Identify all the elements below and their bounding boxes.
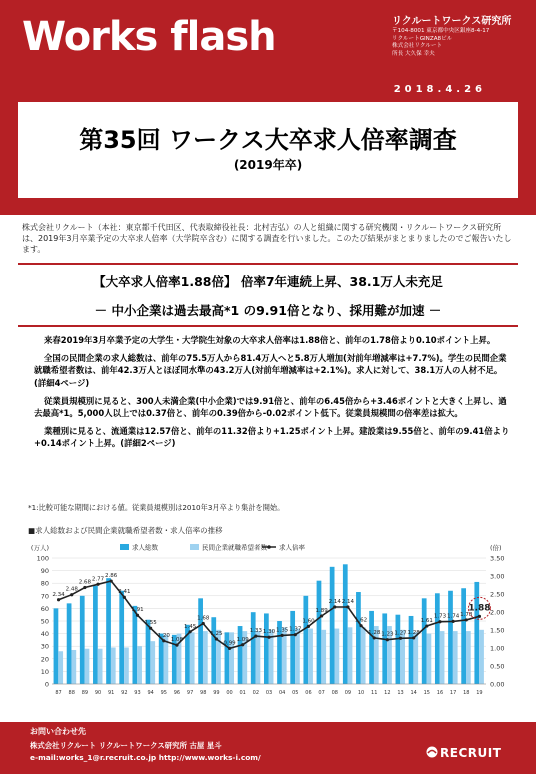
left-tick-label: 40 <box>40 630 49 639</box>
right-tick-label: 2.50 <box>490 590 505 599</box>
ratio-point <box>123 596 126 599</box>
ratio-data-label: 2.14 <box>328 598 341 605</box>
bar-jobs <box>238 626 243 684</box>
ratio-point <box>57 598 60 601</box>
ratio-data-label: 2.86 <box>105 573 118 580</box>
bar-seekers <box>321 630 326 684</box>
x-tick-label: 15 <box>423 690 431 696</box>
right-tick-label: 0.00 <box>490 680 505 689</box>
ratio-data-label: 1.20 <box>157 632 170 639</box>
x-tick-label: 99 <box>213 690 220 696</box>
bar-jobs <box>80 596 85 684</box>
x-tick-label: 07 <box>318 690 325 696</box>
legend-label: 求人総数 <box>132 543 158 552</box>
x-tick-label: 89 <box>81 690 89 696</box>
ratio-point <box>359 624 362 627</box>
bar-seekers <box>308 629 313 684</box>
ratio-data-label: 1.62 <box>354 617 368 624</box>
bar-seekers <box>348 627 353 684</box>
left-axis-label: (万人) <box>30 544 49 552</box>
works-flash-logo: Works flash <box>22 14 276 60</box>
right-tick-label: 0.50 <box>490 662 505 671</box>
ratio-point <box>281 634 284 637</box>
ratio-data-label: 1.89 <box>315 607 328 614</box>
bar-seekers <box>427 634 432 684</box>
bar-jobs <box>290 611 295 684</box>
ratio-data-label: 1.60 <box>302 618 315 625</box>
bar-jobs <box>448 591 453 684</box>
bar-jobs <box>132 606 137 684</box>
ratio-point <box>175 644 178 647</box>
ratio-data-label: 2.48 <box>65 586 78 593</box>
ratio-point <box>241 643 244 646</box>
left-tick-label: 10 <box>40 667 49 676</box>
ratio-point <box>386 638 389 641</box>
ratio-point <box>465 618 468 621</box>
x-tick-label: 97 <box>186 690 194 696</box>
bar-seekers <box>98 649 103 684</box>
x-tick-label: 04 <box>278 690 286 696</box>
legend-swatch <box>120 544 129 550</box>
ratio-data-label: 1.30 <box>262 629 276 636</box>
ratio-data-label: 1.09 <box>236 636 249 643</box>
bar-jobs <box>396 615 401 684</box>
x-tick-label: 91 <box>107 690 115 696</box>
left-tick-label: 100 <box>36 554 49 563</box>
ratio-data-label: 1.37 <box>289 626 302 633</box>
right-tick-label: 3.00 <box>490 572 505 581</box>
x-tick-label: 87 <box>55 690 62 696</box>
ratio-data-label: 1.28 <box>407 629 420 636</box>
bar-seekers <box>150 641 155 684</box>
left-tick-label: 0 <box>44 680 49 689</box>
ratio-point <box>425 624 428 627</box>
ratio-trend-chart <box>30 538 520 716</box>
ratio-data-label: 1.73 <box>433 613 447 620</box>
bar-seekers <box>453 631 458 684</box>
x-tick-label: 90 <box>94 690 102 696</box>
ratio-data-label: 1.74 <box>446 613 460 620</box>
ratio-point <box>399 637 402 640</box>
ratio-data-label: 1.28 <box>368 629 381 636</box>
right-tick-label: 1.50 <box>490 626 505 635</box>
bar-jobs <box>461 588 466 684</box>
ratio-point <box>136 614 139 617</box>
headline-main: 【大卒求人倍率1.88倍】 倍率7年連続上昇、38.1万人未充足 <box>93 274 443 289</box>
title-panel <box>18 102 518 198</box>
left-tick-label: 50 <box>40 617 49 626</box>
ratio-data-label: 2.68 <box>78 579 92 586</box>
page-subtitle: (2019年卒) <box>233 158 303 172</box>
bar-jobs <box>54 608 59 684</box>
page-title: 第35回 ワークス大卒求人倍率調査 <box>79 126 457 154</box>
bar-seekers <box>58 651 63 684</box>
ratio-point <box>162 639 165 642</box>
x-tick-label: 16 <box>436 690 444 696</box>
x-tick-label: 19 <box>476 690 483 696</box>
ratio-point <box>452 620 455 623</box>
ratio-data-label: 2.41 <box>118 589 131 596</box>
bar-seekers <box>203 631 208 684</box>
bar-jobs <box>356 592 361 684</box>
ratio-point <box>149 627 152 630</box>
ratio-data-label: 1.08 <box>170 637 184 644</box>
left-tick-label: 30 <box>40 642 49 651</box>
ratio-data-label: 1.91 <box>131 607 144 614</box>
ratio-point <box>320 614 323 617</box>
ratio-data-label: 1.45 <box>183 623 197 630</box>
x-tick-label: 00 <box>226 690 233 696</box>
ratio-point <box>373 636 376 639</box>
ratio-point <box>202 622 205 625</box>
ratio-point <box>438 620 441 623</box>
x-tick-label: 14 <box>410 690 417 696</box>
right-tick-label: 2.00 <box>490 608 505 617</box>
left-tick-label: 60 <box>40 604 49 613</box>
contact-heading: お問い合わせ先 <box>30 727 86 736</box>
legend-swatch <box>190 544 199 550</box>
x-tick-label: 05 <box>292 690 299 696</box>
recruit-logo-icon <box>426 746 438 758</box>
bar-seekers <box>71 650 76 684</box>
ratio-point <box>294 633 297 636</box>
ratio-data-label: 0.99 <box>223 640 236 647</box>
x-tick-label: 17 <box>449 690 457 696</box>
legend-marker <box>267 545 271 549</box>
bar-jobs <box>119 591 124 684</box>
bar-jobs <box>251 612 256 684</box>
x-tick-label: 09 <box>344 690 352 696</box>
ratio-point <box>228 647 231 650</box>
x-tick-label: 10 <box>357 690 365 696</box>
ratio-point <box>412 636 415 639</box>
ratio-point <box>188 630 191 633</box>
bar-jobs <box>369 611 374 684</box>
ratio-data-label: 1.68 <box>197 615 210 622</box>
ratio-data-label: 2.14 <box>341 598 355 605</box>
headline-sub: － 中小企業は過去最高*1 の9.91倍となり、採用難が加速 － <box>94 303 442 318</box>
x-tick-label: 02 <box>252 690 260 696</box>
ratio-point <box>333 605 336 608</box>
ratio-point <box>478 615 481 618</box>
x-tick-label: 95 <box>160 690 167 696</box>
left-tick-label: 20 <box>40 655 49 664</box>
ratio-data-label: 1.27 <box>394 630 407 637</box>
ratio-data-label: 1.35 <box>276 627 289 634</box>
ratio-data-label: 1.61 <box>420 618 433 625</box>
left-tick-label: 80 <box>40 579 49 588</box>
right-tick-label: 3.50 <box>490 554 505 563</box>
divider-bottom <box>18 325 518 327</box>
ratio-point <box>110 579 113 582</box>
bar-jobs <box>409 616 414 684</box>
summary-paragraph: 全国の民間企業の求人総数は、前年の75.5万人から81.4万人へと5.8万人増加(対前年増減率は+7.7%)。学生の民間企業就職希望者数は、前年42.3万人とほぼ同水準の43.2万人(対前年増減率は+2.1%)。求人に対して、38.1万人の人材不足。(詳細4ページ) <box>34 353 507 388</box>
right-axis-label: (倍) <box>490 544 502 552</box>
bar-seekers <box>334 629 339 684</box>
divider-top <box>18 263 518 265</box>
footnote: *1:比較可能な期間における値。従業員規模別は2010年3月卒より集計を開始。 <box>28 503 285 512</box>
x-tick-label: 13 <box>397 690 404 696</box>
summary-paragraph: 業種別に見ると、流通業は12.57倍と、前年の11.32倍より+1.25ポイント上昇。建設業は9.55倍と、前年の9.41倍より+0.14ポイント上昇。(詳細2ページ) <box>34 426 510 449</box>
bar-jobs <box>382 613 387 684</box>
contact-person: 株式会社リクルート リクルートワークス研究所 古屋 星斗 <box>30 741 222 750</box>
org-name: リクルートワークス研究所 <box>392 16 512 27</box>
chart-title: ■求人総数および民間企業就職希望者数・求人倍率の推移 <box>28 526 223 535</box>
contact-email-link[interactable]: e-mail:works_1@r.recruit.co.jp http://www.works-i.com/ <box>30 753 261 762</box>
ratio-point <box>254 635 257 638</box>
right-tick-label: 1.00 <box>490 644 505 653</box>
bar-jobs <box>303 596 308 684</box>
x-tick-label: 92 <box>121 690 128 696</box>
x-tick-label: 94 <box>147 690 154 696</box>
issue-date: 2018.4.26 <box>393 84 486 95</box>
ratio-data-label: 2.77 <box>91 576 105 583</box>
bar-jobs <box>435 593 440 684</box>
ratio-data-label: 1.88 <box>468 603 491 614</box>
ratio-data-label: 1.55 <box>144 620 157 627</box>
bar-seekers <box>440 631 445 684</box>
x-tick-label: 06 <box>305 690 312 696</box>
bar-seekers <box>466 631 471 684</box>
bar-seekers <box>361 627 366 684</box>
ratio-data-label: 1.78 <box>460 611 473 618</box>
left-tick-label: 70 <box>40 592 49 601</box>
ratio-point <box>96 583 99 586</box>
bar-jobs <box>106 578 111 684</box>
bar-jobs <box>422 598 427 684</box>
bar-seekers <box>295 629 300 684</box>
legend-label: 求人倍率 <box>279 543 305 552</box>
bar-seekers <box>111 647 116 684</box>
bar-jobs <box>198 598 203 684</box>
bar-seekers <box>190 632 195 684</box>
x-tick-label: 12 <box>384 690 391 696</box>
left-tick-label: 90 <box>40 567 49 576</box>
bar-seekers <box>256 631 261 684</box>
intro-text: 株式会社リクルート（本社：東京都千代田区、代表取締役社長：北村吉弘）の人と組織に関する研究機関・リクルートワークス研究所は、2019年3月卒業予定の大卒求人倍率（大学院卒含む）に関する調査を行いました。このたび結果がまとまりましたのでご報告いたします。 <box>22 223 512 254</box>
bar-jobs <box>343 564 348 684</box>
bar-seekers <box>479 630 484 684</box>
bar-jobs <box>264 613 269 684</box>
x-tick-label: 08 <box>331 690 338 696</box>
bar-seekers <box>137 646 142 684</box>
x-tick-label: 93 <box>134 690 141 696</box>
x-tick-label: 96 <box>173 690 181 696</box>
summary-paragraph: 来春2019年3月卒業予定の大学生・大学院生対象の大卒求人倍率は1.88倍と、前年の1.78倍より0.10ポイント上昇。 <box>44 335 496 345</box>
bar-jobs <box>93 586 98 684</box>
summary-body <box>34 334 512 456</box>
ratio-point <box>215 637 218 640</box>
summary-paragraph: 従業員規模別に見ると、300人未満企業(中小企業)では9.91倍と、前年の6.45倍から+3.46ポイントと大きく上昇し、過去最高*1。5,000人以上では0.37倍と、前年の0.39倍から-0.02ポイント低下。従業員規模間の倍率差は拡大。 <box>34 395 507 419</box>
bar-jobs <box>67 603 72 684</box>
bar-seekers <box>413 632 418 684</box>
x-tick-label: 98 <box>200 690 207 696</box>
x-tick-label: 88 <box>68 690 75 696</box>
bar-seekers <box>85 649 90 684</box>
ratio-data-label: 2.34 <box>52 591 65 598</box>
ratio-data-label: 1.25 <box>210 631 223 637</box>
ratio-point <box>267 636 270 639</box>
ratio-data-label: 1.33 <box>249 628 262 635</box>
org-address: 〒104-8001 東京都中央区銀座8-4-17 リクルートGINZA8ビル 株式会社リクルート 所長 大久保 幸夫 <box>392 28 490 57</box>
ratio-point <box>307 625 310 628</box>
x-tick-label: 01 <box>239 690 246 696</box>
x-tick-label: 03 <box>265 690 273 696</box>
x-tick-label: 18 <box>463 690 470 696</box>
bar-jobs <box>330 567 335 684</box>
legend-label: 民間企業就職希望者数 <box>202 543 267 552</box>
bar-jobs <box>317 581 322 684</box>
ratio-data-label: 1.23 <box>381 631 394 638</box>
ratio-point <box>70 593 73 596</box>
recruit-brand: RECRUIT <box>440 746 502 760</box>
ratio-point <box>346 605 349 608</box>
bar-jobs <box>211 617 216 684</box>
bar-seekers <box>124 647 129 684</box>
ratio-point <box>83 586 86 589</box>
x-tick-label: 11 <box>371 690 378 696</box>
